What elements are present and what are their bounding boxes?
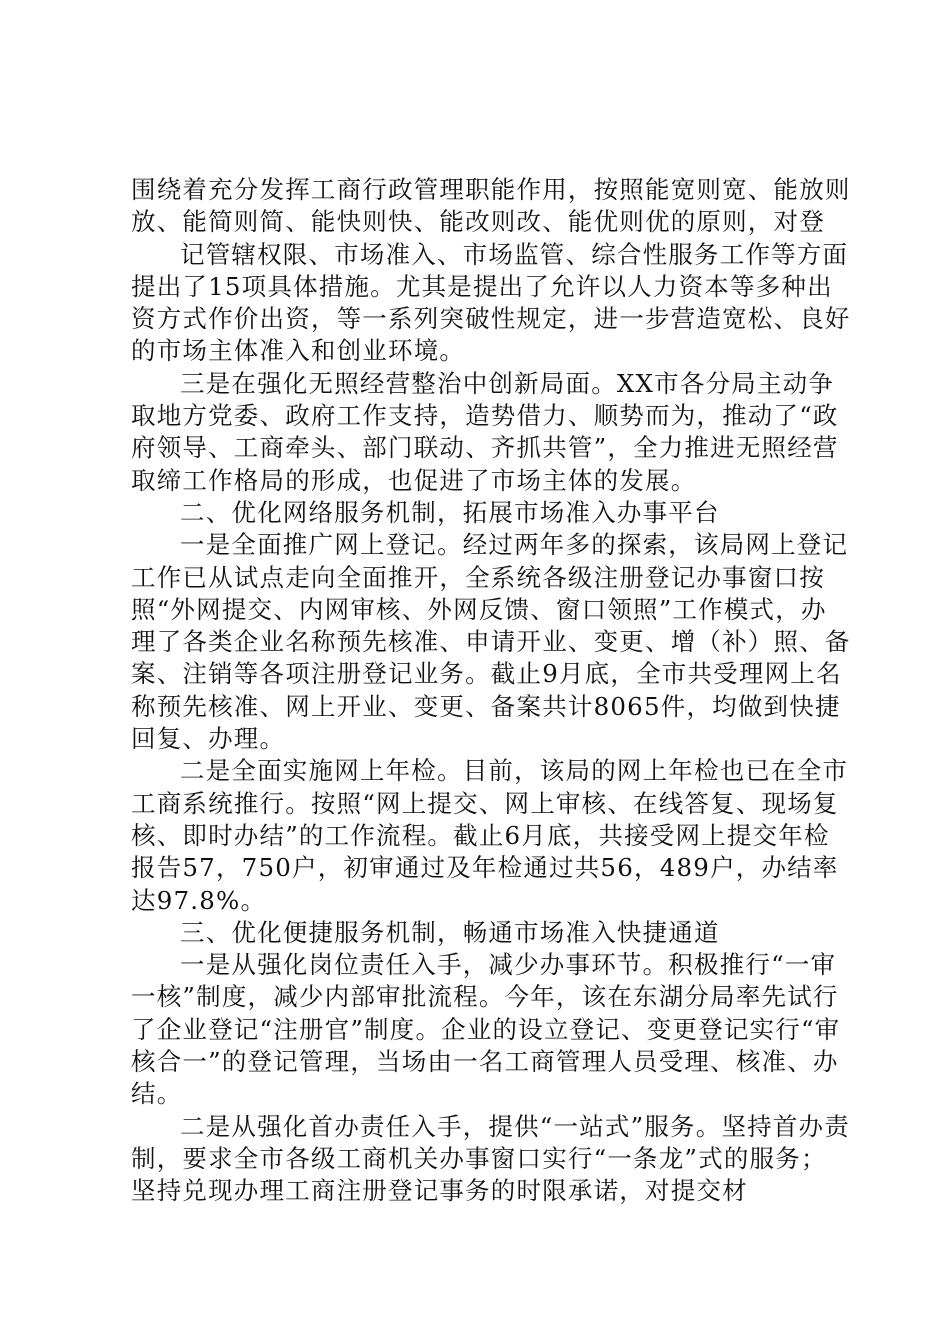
paragraph-continuation: 围绕着充分发挥工商行政管理职能作用，按照能宽则宽、能放则放、能简则简、能快则快、能改则改、能优则优的原则，对登 (131, 175, 851, 237)
section-heading: 三、优化便捷服务机制，畅通市场准入快捷通道 (180, 917, 720, 947)
paragraph: 二是从强化首办责任入手，提供“一站式”服务。坚持首办责制，要求全市各级工商机关办事窗口实行“一条龙”式的服务；坚持兑现办理工商注册登记事务的时限承诺，对提交材 (131, 1111, 850, 1206)
section-heading: 二、优化网络服务机制，拓展市场准入办事平台 (180, 497, 720, 527)
paragraph: 一是从强化岗位责任入手，减少办事环节。积极推行“一审一核”制度，减少内部审批流程。今年，该在东湖分局率先试行了企业登记“注册官”制度。企业的设立登记、变更登记实行“审核合一”的登记管理，当场由一名工商管理人员受理、核准、办结。 (131, 950, 841, 1109)
document-body (131, 174, 851, 1208)
paragraph: 一是全面推广网上登记。经过两年多的探索，该局网上登记工作已从试点走向全面推开，全系统各级注册登记办事窗口按照“外网提交、内网审核、外网反馈、窗口领照”工作模式，办理了各类企业名称预先核准、申请开业、变更、增（补）照、备案、注销等各项注册登记业务。截止9月底，全市共受理网上名称预先核准、网上开业、变更、备案共计8065件，均做到快捷回复、办理。 (131, 530, 851, 754)
paragraph: 记管辖权限、市场准入、市场监管、综合性服务工作等方面提出了15项具体措施。尤其是提出了允许以人力资本等多种出资方式作价出资，等一系列突破性规定，进一步营造宽松、良好的市场主体准入和创业环境。 (131, 239, 851, 366)
paragraph: 二是全面实施网上年检。目前，该局的网上年检也已在全市工商系统推行。按照“网上提交、网上审核、在线答复、现场复核、即时办结”的工作流程。截止6月底，共接受网上提交年检报告57，750户，初审通过及年检通过共56，489户，办结率达97.8%。 (131, 756, 849, 915)
paragraph: 三是在强化无照经营整治中创新局面。XX市各分局主动争取地方党委、政府工作支持，造势借力、顺势而为，推动了“政府领导、工商牵头、部门联动、齐抓共管”，全力推进无照经营取缔工作格局的形成，也促进了市场主体的发展。 (131, 368, 839, 495)
